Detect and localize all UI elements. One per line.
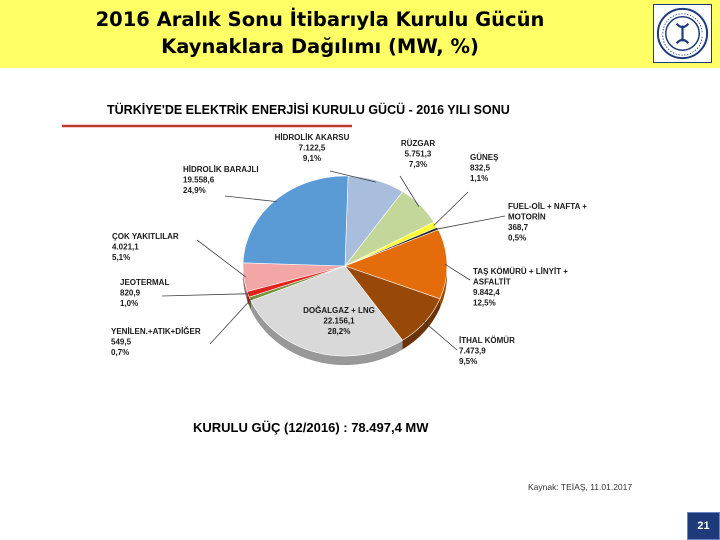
- leader-line-i-thal-k-m-r: [423, 321, 457, 350]
- slice-label-i-thal-k-m-r: İTHAL KÖMÜR 7.473,9 9,5%: [459, 336, 515, 366]
- pie-chart: [0, 68, 720, 468]
- leader-line-jeotermal: [162, 294, 250, 296]
- slice-label-jeotermal: JEOTERMAL 820,9 1,0%: [120, 278, 170, 308]
- leader-line-g-ne: [434, 192, 468, 226]
- slice-label-ok-yakitlilar: ÇOK YAKITLILAR 4.021,1 5,1%: [112, 232, 179, 262]
- page-title-line1: 2016 Aralık Sonu İtibarıyla Kurulu Gücün: [95, 8, 545, 31]
- page-number-badge: 21: [687, 512, 720, 540]
- slice-label-fuel-oi-l-nafta-motori-n: FUEL-OİL + NAFTA + MOTORİN 368,7 0,5%: [508, 202, 587, 243]
- page-title: [0, 6, 640, 60]
- slice-label-do-algaz-lng: DOĞALGAZ + LNG 22.156,1 28,2%: [303, 306, 375, 336]
- tmmob-logo-icon: [653, 4, 712, 63]
- slice-label-g-ne: GÜNEŞ 832,5 1,1%: [470, 153, 499, 183]
- total-capacity-label: KURULU GÜÇ (12/2016) : 78.497,4 MW: [193, 420, 429, 435]
- page-title-line2: Kaynaklara Dağılımı (MW, %): [161, 35, 479, 58]
- slice-label-yeni-len-atik-di-er: YENİLEN.+ATIK+DİĞER 549,5 0,7%: [111, 327, 201, 357]
- header-bar: [0, 0, 720, 68]
- leader-line-yeni-len-atik-di-er: [210, 298, 252, 344]
- source-note: Kaynak: TEİAŞ, 11.01.2017: [528, 482, 633, 492]
- leader-line-ta-k-m-r-li-nyi-t-asfalti-t: [445, 264, 470, 280]
- pie-slice-hi-droli-k-barajli: [243, 176, 348, 266]
- leader-line-fuel-oi-l-nafta-motori-n: [436, 216, 505, 229]
- slice-label-ta-k-m-r-li-nyi-t-asfalti-t: TAŞ KÖMÜRÜ + LİNYİT + ASFALTİT 9.842,4 12,5%: [473, 267, 568, 308]
- slice-label-hi-droli-k-akarsu: HİDROLİK AKARSU 7.122,5 9,1%: [274, 133, 350, 163]
- pie-slices: [243, 176, 447, 365]
- slice-label-r-zgar: RÜZGAR 5.751,3 7,3%: [400, 139, 436, 169]
- leader-line-hi-droli-k-barajli: [225, 196, 277, 202]
- chart-title: TÜRKİYE'DE ELEKTRİK ENERJİSİ KURULU GÜCÜ - 2016 YILI SONU: [107, 103, 510, 117]
- leader-line-ok-yakitlilar: [197, 240, 246, 277]
- slice-label-hi-droli-k-barajli: HİDROLİK BARAJLI 19.558,6 24,9%: [183, 165, 259, 195]
